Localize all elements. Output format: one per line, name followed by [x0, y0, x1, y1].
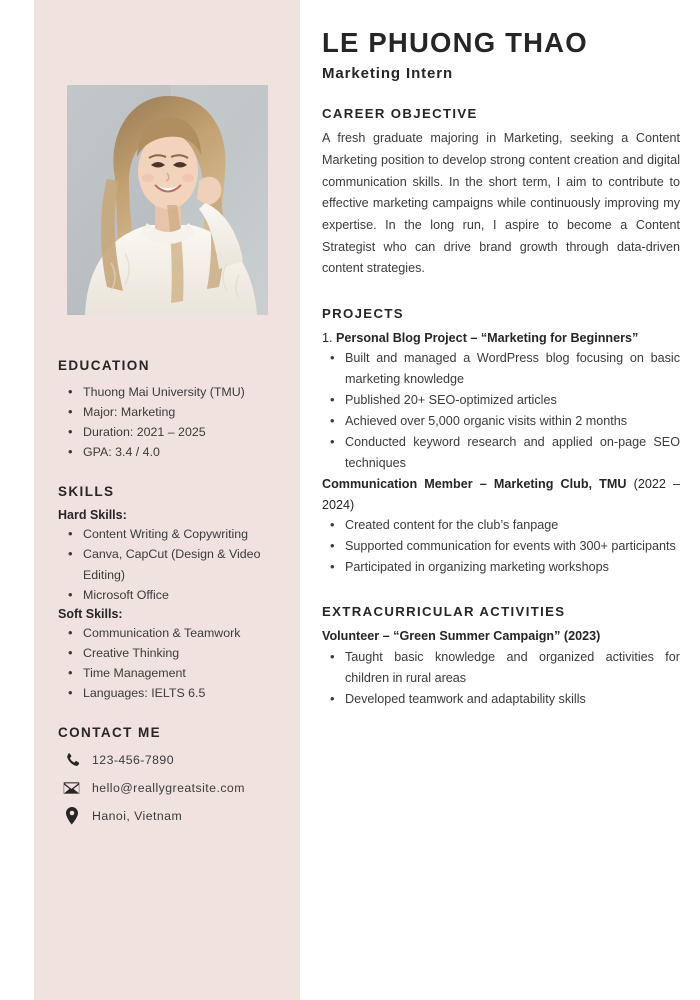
sidebar-panel	[34, 0, 300, 1000]
list-item: • Major: Marketing	[68, 402, 276, 422]
list-item: • Languages: IELTS 6.5	[68, 683, 276, 703]
project-bullets	[330, 348, 680, 474]
list-item: • Microsoft Office	[68, 585, 276, 605]
contact-phone-row[interactable]	[58, 751, 276, 768]
list-item: • Conducted keyword research and applied on-page SEO techniques	[330, 432, 680, 474]
hard-skills-list	[68, 524, 276, 604]
project-number: 1.	[322, 330, 333, 345]
job-role-subtitle: Marketing Intern	[322, 65, 454, 83]
list-item: • GPA: 3.4 / 4.0	[68, 442, 276, 462]
list-item: • Canva, CapCut (Design & Video Editing)	[68, 544, 276, 584]
project-bullets	[330, 515, 680, 578]
list-item: • Creative Thinking	[68, 643, 276, 663]
list-item: • Created content for the club’s fanpage	[330, 515, 680, 536]
envelope-icon	[63, 779, 80, 796]
list-item: • Taught basic knowledge and organized activities for children in rural areas	[330, 647, 680, 689]
list-item: • Content Writing & Copywriting	[68, 524, 276, 544]
list-item: • Participated in organizing marketing workshops	[330, 557, 680, 578]
projects-heading: PROJECTS	[322, 305, 404, 321]
page-title: LE PHUONG THAO	[322, 27, 588, 58]
contact-heading: CONTACT ME	[58, 725, 161, 741]
contact-email-row[interactable]	[58, 779, 276, 796]
education-heading: EDUCATION	[58, 358, 150, 373]
list-item: • Thuong Mai University (TMU)	[68, 382, 276, 402]
spacer	[322, 280, 680, 306]
soft-skills-list	[68, 623, 276, 703]
list-item: • Published 20+ SEO-optimized articles	[330, 390, 680, 411]
profile-photo	[67, 85, 268, 315]
career-objective-text: A fresh graduate majoring in Marketing, seeking a Content Marketing position to develop strong content creation and digital communication skills. In the short term, I aim to contribute to effective marketing campaigns while continuously improving my expertise. In the long run, I aspire to become a Content Strategist who can drive brand growth through data-driven content strategies.	[322, 131, 680, 276]
list-item: • Achieved over 5,000 organic visits within 2 months	[330, 411, 680, 432]
project-meta: (2022 – 2024)	[322, 477, 680, 512]
sidebar-content	[58, 358, 276, 824]
project-title: Personal Blog Project – “Marketing for Beginners”	[336, 330, 639, 345]
career-objective-heading: CAREER OBJECTIVE	[322, 106, 478, 122]
spacer	[322, 82, 680, 106]
list-item: • Supported communication for events with 300+ participants	[330, 536, 680, 557]
spacer	[322, 578, 680, 604]
phone-icon	[63, 751, 80, 768]
location-pin-icon	[63, 807, 80, 824]
contact-email-value: hello@reallygreatsite.com	[92, 780, 245, 795]
contact-location-row[interactable]	[58, 807, 276, 824]
hard-skills-label: Hard Skills:	[58, 508, 127, 523]
skills-heading: SKILLS	[58, 484, 115, 500]
list-item: • Communication & Teamwork	[68, 623, 276, 643]
extracurricular-bullets	[330, 647, 680, 710]
project-entry-title	[322, 474, 680, 515]
extracurricular-entry-title: Volunteer – “Green Summer Campaign” (2023)	[322, 629, 601, 644]
spacer	[58, 462, 276, 484]
extracurricular-heading: EXTRACURRICULAR ACTIVITIES	[322, 604, 566, 620]
project-title: Communication Member – Marketing Club, TMU	[322, 477, 627, 492]
spacer	[58, 703, 276, 725]
main-column	[322, 0, 680, 1000]
project-entry-title	[322, 328, 680, 348]
list-item: • Built and managed a WordPress blog focusing on basic marketing knowledge	[330, 348, 680, 390]
contact-phone-value: 123-456-7890	[92, 752, 174, 767]
contact-location-value: Hanoi, Vietnam	[92, 808, 183, 823]
portrait-illustration	[67, 85, 268, 315]
list-item: • Duration: 2021 – 2025	[68, 422, 276, 442]
list-item: • Developed teamwork and adaptability skills	[330, 689, 680, 710]
list-item: • Time Management	[68, 663, 276, 683]
soft-skills-label: Soft Skills:	[58, 606, 123, 621]
education-list	[68, 382, 276, 462]
